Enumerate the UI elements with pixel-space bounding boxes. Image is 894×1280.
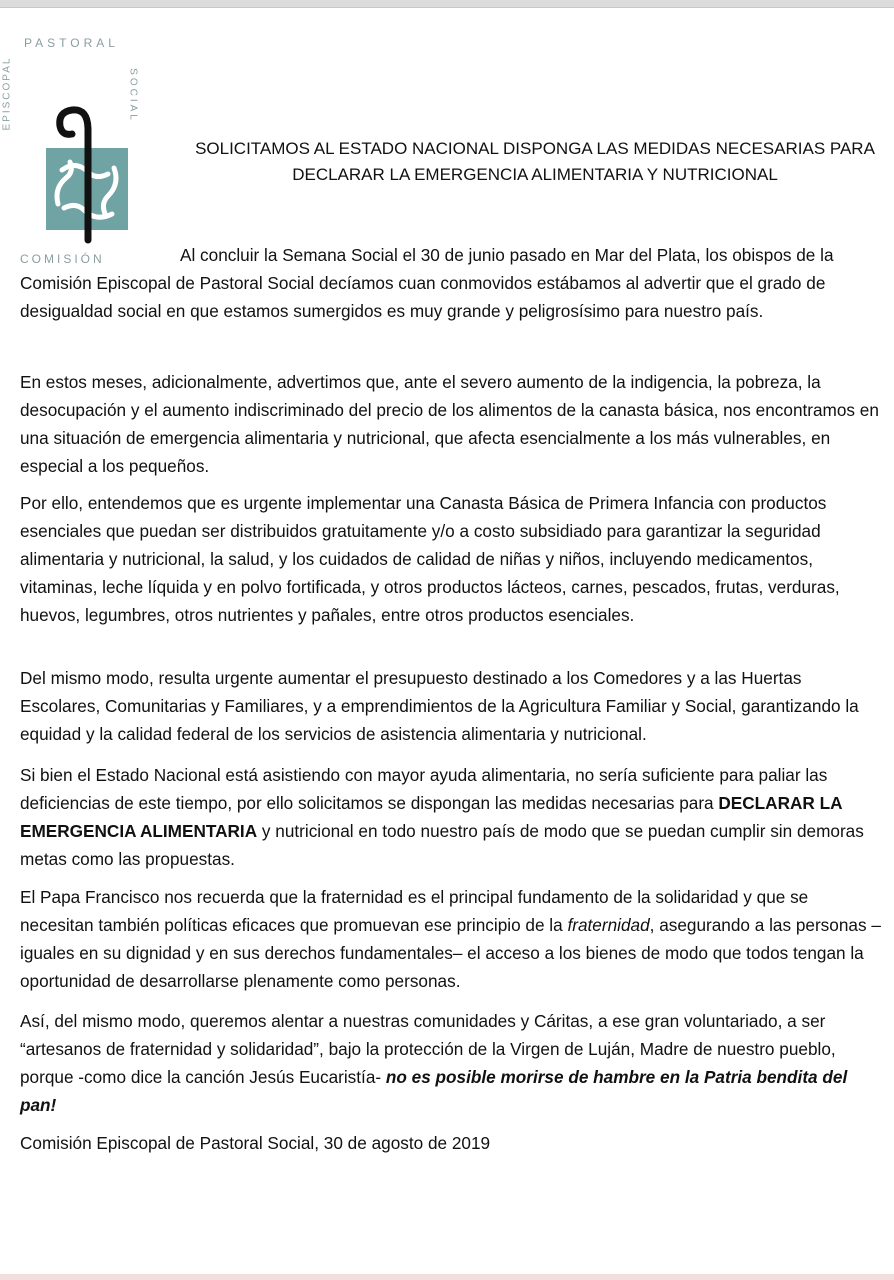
paragraph-fraternity [20, 883, 886, 995]
logo-text-right: SOCIAL [127, 68, 139, 123]
title-line-1: SOLICITAMOS AL ESTADO NACIONAL DISPONGA LAS MEDIDAS NECESARIAS PARA [195, 139, 875, 158]
paragraph-closing [20, 1007, 886, 1119]
paragraph-declaration-text-a: Si bien el Estado Nacional está asistiendo con mayor ayuda alimentaria, no sería suficiente para paliar las deficiencias de este tiempo, por ello solicitamos se dispongan las medidas necesarias para [20, 765, 828, 813]
fraternity-emphasis: fraternidad [567, 915, 650, 935]
paragraph-intro [20, 241, 886, 325]
paragraph-declaration [20, 761, 886, 873]
paragraph-emergency: En estos meses, adicionalmente, advertimos que, ante el severo aumento de la indigencia, la pobreza, la desocupación y el aumento indiscriminado del precio de los alimentos de la canasta básica, nos encontramos en una situación de emergencia alimentaria y nutricional, que afecta esencialmente a los más vulnerables, en especial a los pequeños. [20, 372, 879, 476]
paragraph-indent [20, 260, 180, 261]
paragraph-basic-basket: Por ello, entendemos que es urgente implementar una Canasta Básica de Primera Infancia con productos esenciales que puedan ser distribuidos gratuitamente y/o a costo subsidiado para garantizar la seguridad alimentaria y nutricional, la salud, y los cuidados de calidad de niñas y niños, incluyendo medicamentos, vitaminas, leche líquida y en polvo fortificada, y otros productos lácteos, carnes, pescados, frutas, verduras, huevos, legumbres, otros nutrientes y pañales, entre otros productos esenciales. [20, 493, 840, 625]
paragraph-closing-text: Así, del mismo modo, queremos alentar a nuestras comunidades y Cáritas, a ese gran voluntariado, a ser “artesanos de fraternidad y solidaridad”, bajo la protección de la Virgen de Luján, Madre de nuestro pueblo, porque -como dice la canción Jesús Eucaristía- [20, 1011, 836, 1087]
document-title [180, 136, 890, 188]
logo-text-bottom: COMISIÓN [20, 252, 105, 266]
logo-text-top: PASTORAL [24, 36, 119, 50]
title-line-2: DECLARAR LA EMERGENCIA ALIMENTARIA Y NUTRICIONAL [292, 165, 778, 184]
logo-text-left: EPISCOPAL [1, 56, 13, 131]
paragraph-budget: Del mismo modo, resulta urgente aumentar el presupuesto destinado a los Comedores y a las Huertas Escolares, Comunitarias y Familiares, y a emprendimientos de la Agricultura Familiar y Social, garantizando la equidad y la calidad federal de los servicios de asistencia alimentaria y nutricional. [20, 668, 859, 744]
paragraph-fraternity-text-b: , asegurando a las personas –iguales en su dignidad y en sus derechos fundamentales– el acceso a los bienes de modo que todos tengan la oportunidad de desarrollarse plenamente como personas. [20, 915, 881, 991]
paragraph-fraternity-text-a: El Papa Francisco nos recuerda que la fraternidad es el principal fundamento de la solidaridad y que se necesitan también políticas eficaces que promuevan ese principio de la [20, 887, 809, 935]
closing-emphasis: no es posible morirse de hambre en la Patria bendita del pan! [20, 1067, 848, 1115]
paragraph-intro-text: Al concluir la Semana Social el 30 de junio pasado en Mar del Plata, los obispos de la Comisión Episcopal de Pastoral Social decíamos cuan conmovidos estábamos al advertir que el grado de desigualdad social en que estamos sumergidos es muy grande y peligrosísimo para nuestro país. [20, 245, 834, 321]
signature-line: Comisión Episcopal de Pastoral Social, 30 de agosto de 2019 [20, 1133, 491, 1153]
paragraph-declaration-text-b: y nutricional en todo nuestro país de modo que se puedan cumplir sin demoras metas como las propuestas. [20, 821, 864, 869]
top-edge-bar [0, 0, 894, 8]
declaration-emphasis: DECLARAR LA EMERGENCIA ALIMENTARIA [20, 793, 842, 841]
bottom-edge-bar [0, 1274, 894, 1280]
